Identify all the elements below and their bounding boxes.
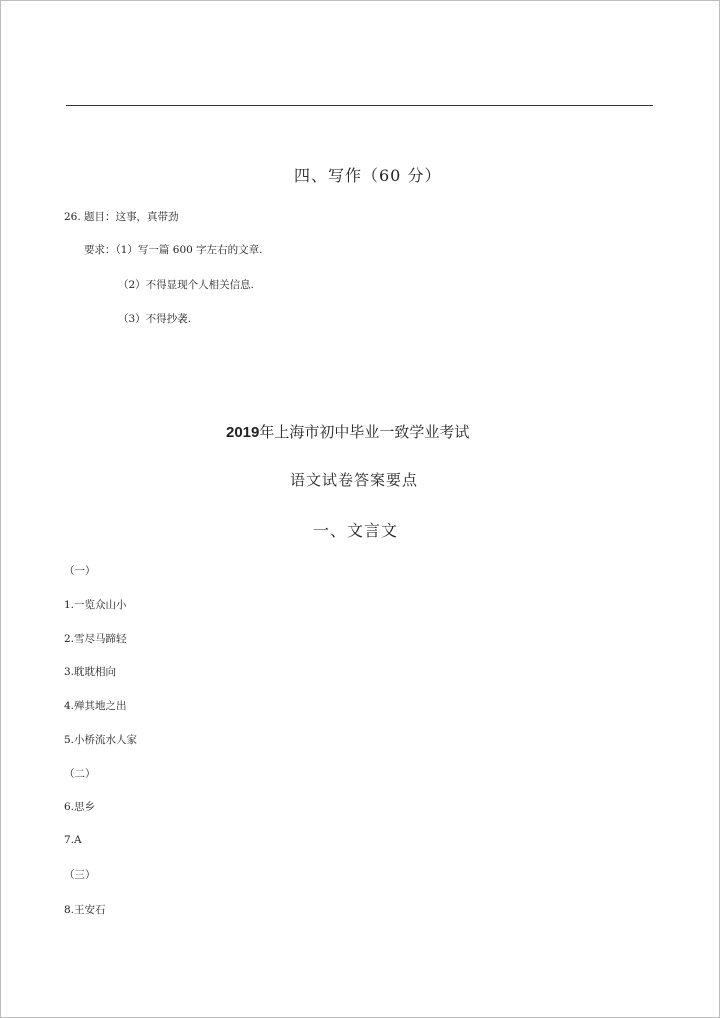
answer-2: 2.雪尽马蹄轻 [64,633,127,645]
answers-title-text: 年上海市初中毕业一致学业考试 [259,423,470,441]
requirement-1: （1）写一篇 600 字左右的文章. [115,244,263,256]
writing-heading: 四、写作（60 分） [294,166,442,185]
section-classical-chinese: 一、文言文 [313,521,399,540]
question-26: 26. 题目：这事，真带劲 [64,211,179,223]
requirements-row-1 [84,242,262,257]
answer-6: 6.思乡 [64,801,96,813]
group-1-label: （一） [64,565,96,577]
header-rule [66,105,653,106]
requirement-3: （3）不得抄袭. [118,313,192,325]
answer-8: 8.王安石 [64,904,106,916]
group-2-label: （二） [64,768,96,780]
answer-3: 3.耽耽相向 [64,666,117,678]
requirements-label: 要求： [84,244,116,256]
answers-title [226,421,469,442]
answer-4: 4.殚其地之出 [64,700,127,712]
answers-title-year: 2019 [226,424,260,441]
answer-1: 1.一览众山小 [64,599,127,611]
group-3-label: （三） [64,869,96,881]
requirement-2: （2）不得显现个人相关信息. [118,279,255,291]
answer-5: 5.小桥流水人家 [64,734,138,746]
answer-7: 7.A [64,834,82,846]
answers-subtitle: 语文试卷答案要点 [290,471,419,489]
